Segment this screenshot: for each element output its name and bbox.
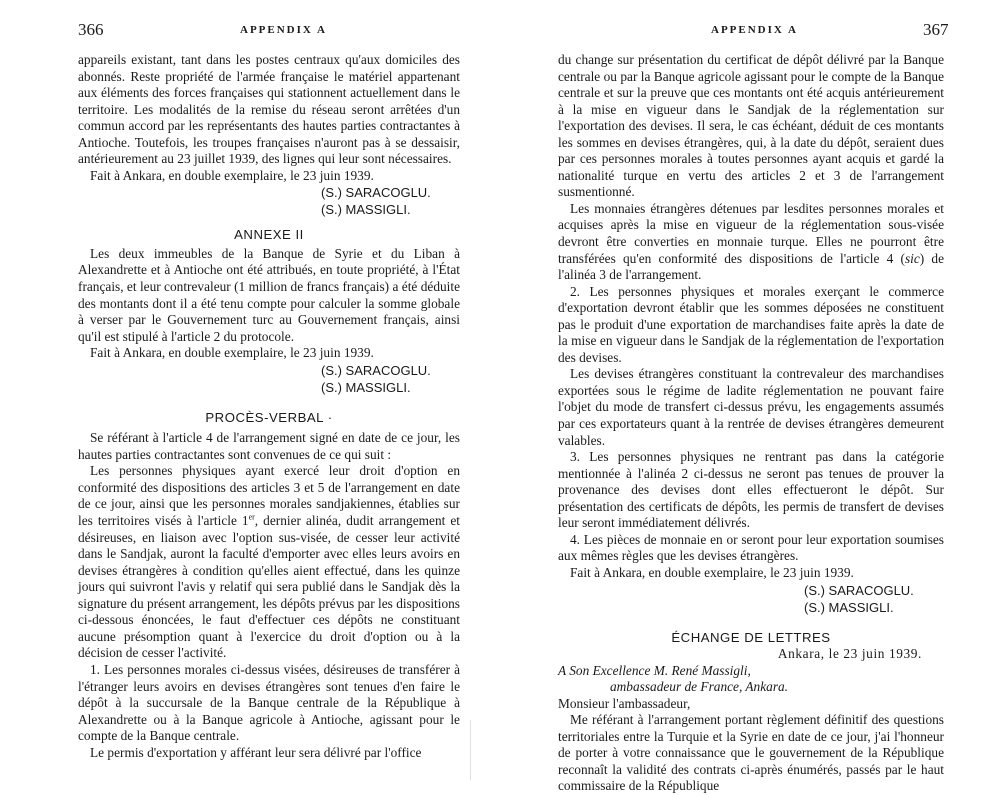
done-line: Fait à Ankara, en double exemplaire, le 23 juin 1939. bbox=[90, 167, 374, 183]
signature: (S.) SARACOGLU. bbox=[804, 582, 914, 598]
section-heading: PROCÈS-VERBAL · bbox=[205, 409, 333, 425]
page-number: 366 bbox=[78, 20, 104, 39]
done-line: Fait à Ankara, en double exemplaire, le 23 juin 1939. bbox=[570, 564, 854, 580]
page-number: 367 bbox=[923, 20, 949, 39]
paragraph bbox=[558, 201, 944, 284]
signature: (S.) MASSIGLI. bbox=[804, 599, 894, 615]
section-heading: ÉCHANGE DE LETTRES bbox=[671, 629, 831, 645]
signature: (S.) SARACOGLU. bbox=[321, 362, 431, 378]
running-head: APPENDIX A bbox=[240, 24, 327, 36]
text-column bbox=[78, 52, 460, 761]
text-column bbox=[558, 52, 944, 795]
gutter-line bbox=[470, 720, 471, 780]
addressee-line: ambassadeur de France, Ankara. bbox=[610, 679, 789, 695]
paragraph: appareils existant, tant dans les postes centraux qu'aux domiciles des abonnés. Reste propriété de l'armée française le matériel appartenant aux éléments des forces françaises qui stationnent actuellement dans le territoire. Les modalités de la remise du réseau seront arrêtées d'un commun accord par les représentants des hautes parties contractantes à Antioche. Toutefois, les troupes françaises n'auront pas à se dessaisir, antérieurement au 23 juillet 1939, des lignes qui leur sont nécessaires. bbox=[78, 52, 460, 167]
dateline: Ankara, le 23 juin 1939. bbox=[777, 646, 922, 662]
signature: (S.) SARACOGLU. bbox=[321, 185, 431, 201]
salutation: Monsieur l'ambassadeur, bbox=[558, 695, 691, 711]
paragraph: Les deux immeubles de la Banque de Syrie et du Liban à Alexandrette et à Antioche ont été attribués, en toute propriété, à l'État français, et leur contrevaleur (1 million de francs français) a été déduite des montants dont il a été tenu compte pour calculer la somme globale à verser par le Gouvernement turc au Gouvernement français, ainsi qu'il est stipulé à l'article 2 du protocole. bbox=[78, 245, 460, 344]
paragraph-text: ) de l'alinéa 3 de l'arrangement. bbox=[558, 250, 944, 283]
paragraph: 2. Les personnes physiques et morales exerçant le commerce d'exportation devront établir que les sommes déposées ne constituent pas le produit d'une exportation de marchandises faite après la date de la mise en vigueur dans le Sandjak de la réglementation de l'exportation des devises. bbox=[558, 283, 944, 365]
paragraph: du change sur présentation du certificat de dépôt délivré par la Banque centrale ou par la Banque agricole agissant pour le compte de la Banque centrale et sur la preuve que ces montants ont été acquis antérieurement à la mise en vigueur dans le Sandjak de la réglementation sur l'exportation des devises. Il sera, le cas échéant, déduit de ces montants les sommes en devises étrangères, qui, à la date du dépôt, seraient dues par ces personnes morales à toutes personnes ayant acquis et gardé la nationalité turque en vertu des articles 2 et 3 de l'arrangement susmentionné. bbox=[558, 52, 944, 200]
signature: (S.) MASSIGLI. bbox=[321, 202, 411, 218]
section-heading: ANNEXE II bbox=[234, 227, 304, 243]
superscript: er bbox=[248, 512, 255, 522]
paragraph: 1. Les personnes morales ci-dessus visées, désireuses de transférer à l'étranger leurs avoirs en devises étrangères sont tenues d'en faire le dépôt à la succursale de la Banque centrale de la République à Alexandrette ou à la Banque agricole à Antioche, agissant pour le compte de la Banque centrale. bbox=[78, 661, 460, 744]
paragraph-text: Les monnaies étrangères détenues par lesdites personnes morales et acquises après la mise en vigueur de la réglementation sous-visée devront être converties en monnaie turque. Elles ne pourront être transférées qu'en conformité des dispositions de l'article 4 ( bbox=[558, 200, 944, 266]
paragraph bbox=[78, 463, 460, 662]
paragraph: Se référant à l'article 4 de l'arrangement signé en date de ce jour, les hautes parties contractantes sont convenues de ce qui suit : bbox=[78, 430, 460, 462]
paragraph: Me référant à l'arrangement portant règlement définitif des questions territoriales entre la Turquie et la Syrie en date de ce jour, j'ai l'honneur de porter à votre connaissance que le gouvernement de la République reconnaît la validité des contrats ci-après énumérés, passés par le haut commissaire de la République bbox=[558, 712, 944, 794]
sic-note: sic bbox=[904, 250, 920, 266]
signature: (S.) MASSIGLI. bbox=[321, 379, 411, 395]
paragraph: Les devises étrangères constituant la contrevaleur des marchandises exportées sous le régime de ladite réglementation ne pouvant faire l'objet du mode de transfert ci-dessus prévu, les engagements assumés par ces exportateurs quant à la rentrée de devises étrangères demeurent valables. bbox=[558, 366, 944, 448]
running-head: APPENDIX A bbox=[711, 24, 798, 36]
paragraph: Le permis d'exportation y afférant leur sera délivré par l'office bbox=[90, 744, 422, 760]
paragraph-text: Les personnes physiques ayant exercé leur droit d'option en conformité des dispositions des articles 3 et 5 de l'arrangement en date de ce jour, ainsi que les personnes morales sandjakiennes, établies sur les territoires visés à l'article 1 bbox=[78, 463, 460, 529]
paragraph-text: , dernier alinéa, dudit arrangement et désireuses, en liaison avec l'option sus-visée, de cesser leur activité dans le Sandjak, auront la faculté d'emporter avec elles leurs avoirs en devises étrangères à condition qu'elles aient effectué, dans les quinze jours qui suivront l'avis y relatif qui sera publié dans le Sandjak dès la signature du présent arrangement, les dépôts prévus par les dispositions ci-dessous énoncées, le faut d'effectuer ces dépôts ne constituant aucune présomption quant à l'exercice du droit d'option ou à la décision de cesser l'activité. bbox=[78, 513, 460, 661]
right-page bbox=[500, 0, 998, 795]
done-line: Fait à Ankara, en double exemplaire, le 23 juin 1939. bbox=[90, 345, 374, 361]
paragraph: 4. Les pièces de monnaie en or seront pour leur exportation soumises aux mêmes règles que les devises étrangères. bbox=[558, 531, 944, 564]
paragraph: 3. Les personnes physiques ne rentrant pas dans la catégorie mentionnée à l'alinéa 2 ci-dessus ne seront pas tenues de prouver la provenance des devises dont elles effectueront le dépôt. Sur présentation des certificats de dépôts, les permis de transfert de devises leur seront immédiatement délivrés. bbox=[558, 449, 944, 531]
addressee-line: A Son Excellence M. René Massigli, bbox=[558, 662, 751, 678]
